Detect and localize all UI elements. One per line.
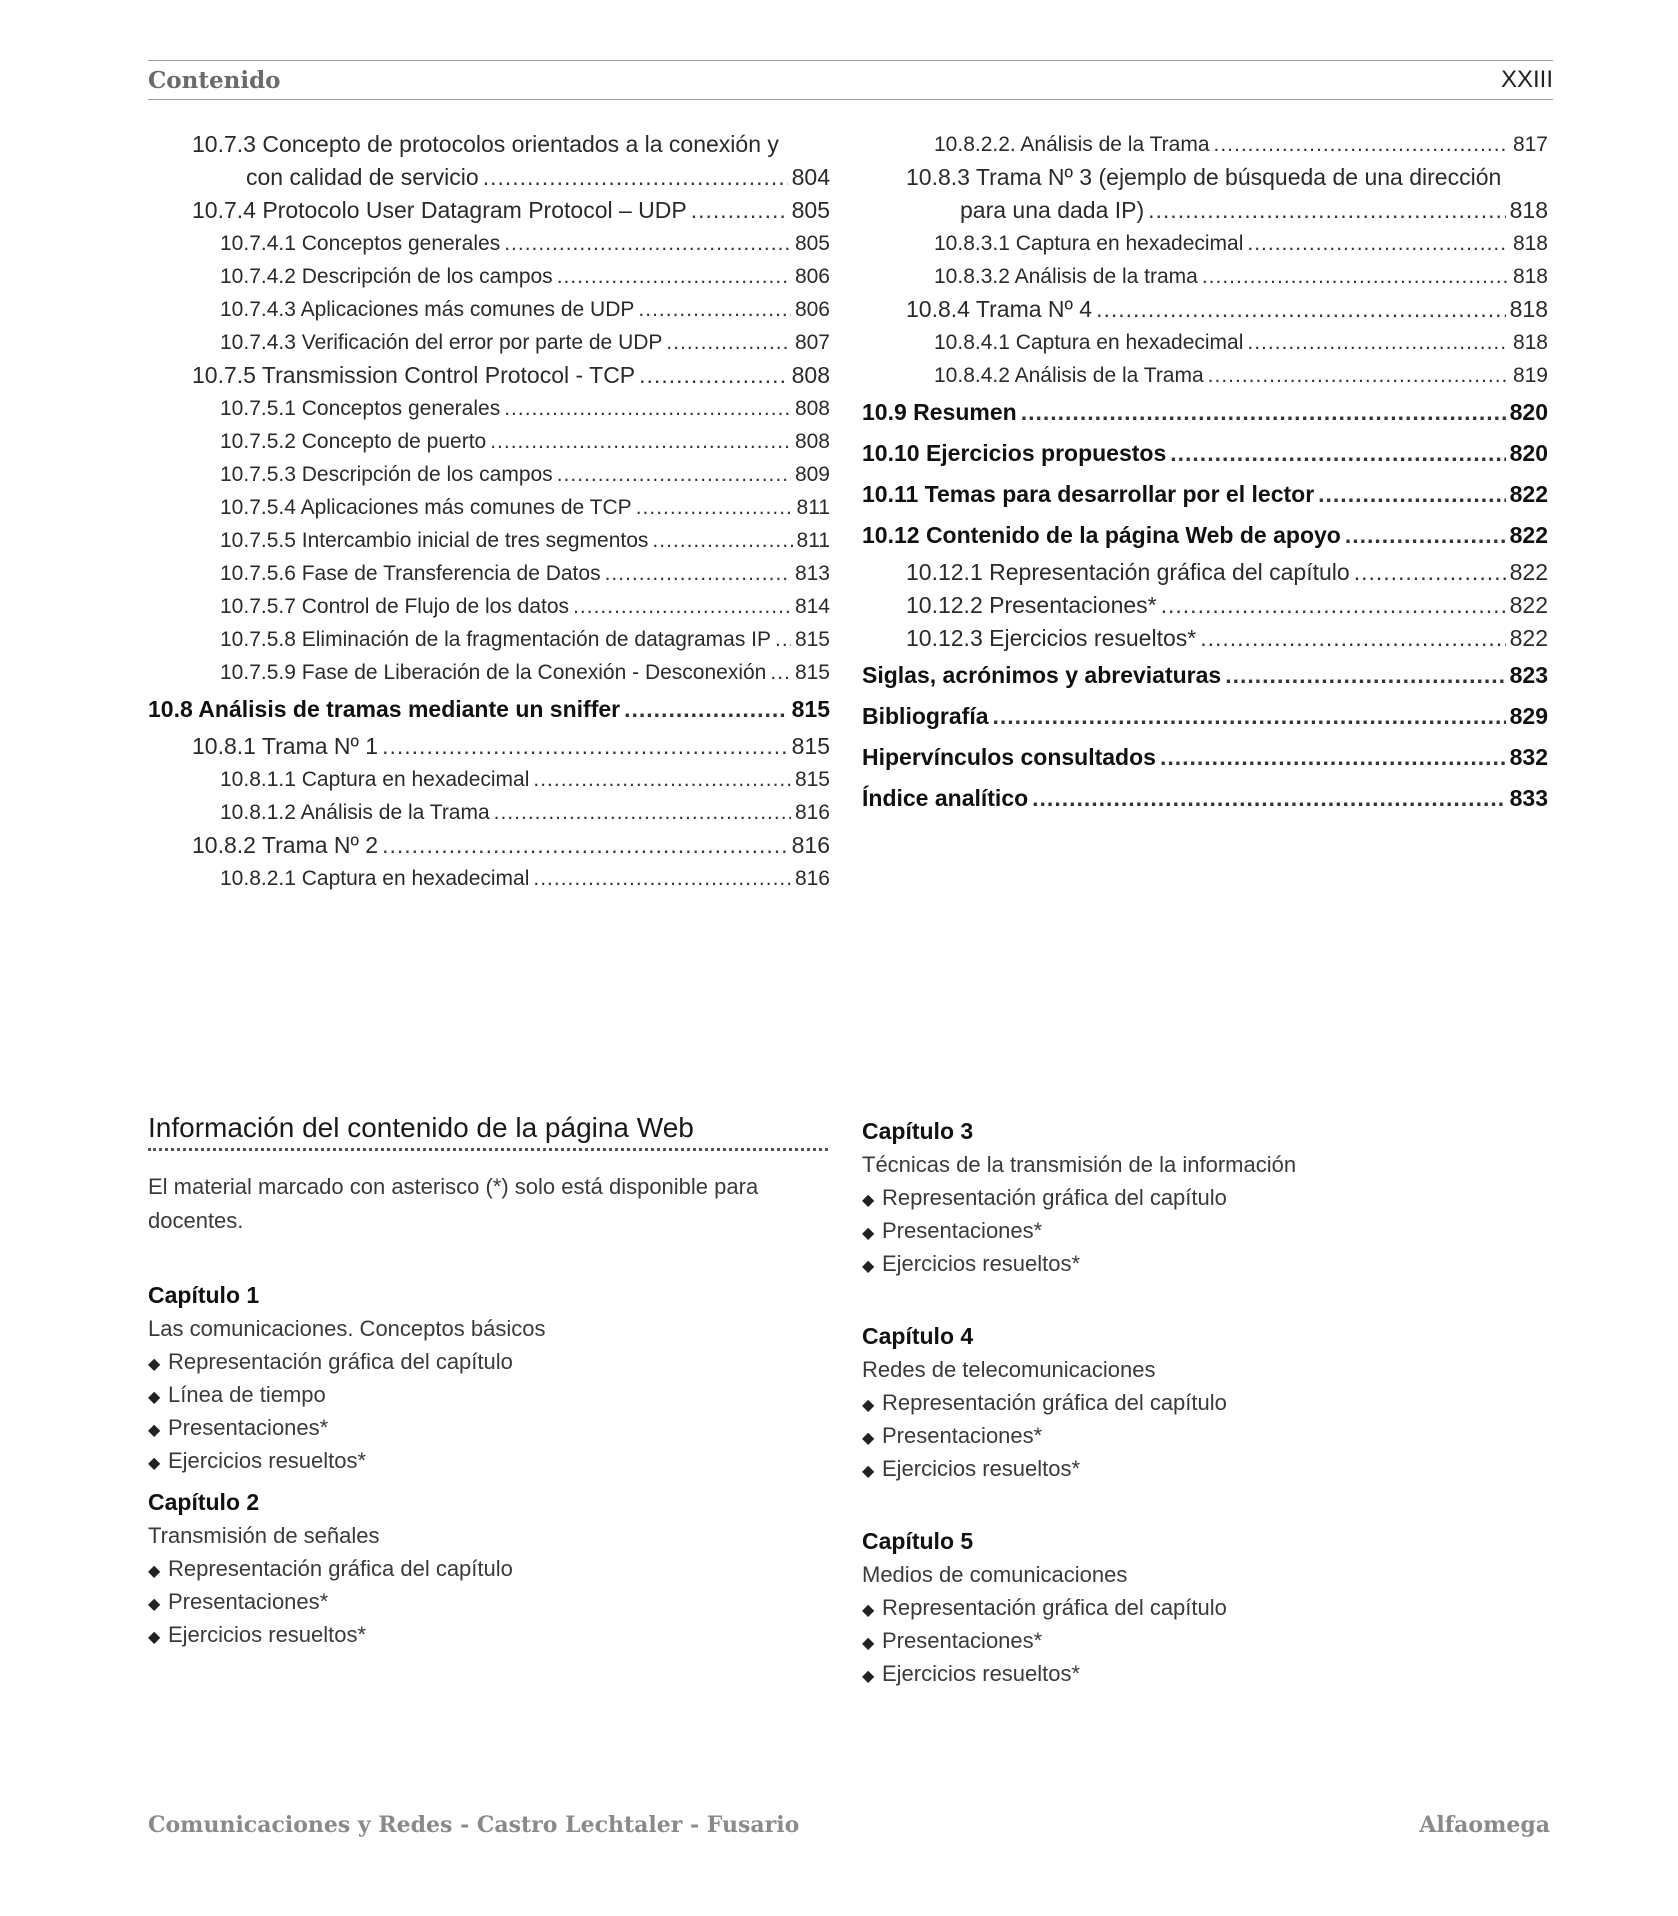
toc-entry-label: 10.9 Resumen	[862, 399, 1017, 425]
page-header	[148, 60, 1553, 100]
toc-entry-label: 10.7.4.3 Verificación del error por parte de UDP	[220, 331, 663, 354]
resource-label: Presentaciones*	[882, 1218, 1043, 1243]
toc-entry-label: 10.8.4.2 Análisis de la Trama	[934, 364, 1204, 387]
toc-entry-label: 10.7.5.3 Descripción de los campos	[220, 463, 553, 486]
toc-leader-dots	[382, 730, 788, 763]
resource-label: Ejercicios resueltos*	[882, 1661, 1081, 1686]
list-item	[148, 1411, 808, 1444]
toc-leader-dots	[638, 293, 791, 326]
toc-entry-page: 818	[1512, 331, 1548, 354]
chapter-block	[862, 1319, 1522, 1485]
toc-entry	[862, 392, 1548, 433]
toc-entry-label: 10.7.4.2 Descripción de los campos	[220, 265, 553, 288]
toc-entry	[862, 433, 1548, 474]
toc-entry	[148, 862, 830, 895]
toc-entry-page: 829	[1509, 703, 1548, 729]
toc-leader-dots	[1032, 778, 1505, 819]
toc-entry-page: 808	[791, 362, 830, 388]
toc-entry-label: 10.7.5.6 Fase de Transferencia de Datos	[220, 562, 601, 585]
toc-right-column	[862, 128, 1548, 819]
toc-entry-label: 10.7.5 Transmission Control Protocol - TCP	[192, 362, 636, 388]
resource-label: Presentaciones*	[882, 1423, 1043, 1448]
resource-label: Ejercicios resueltos*	[882, 1456, 1081, 1481]
toc-leader-dots	[1200, 622, 1505, 655]
toc-leader-dots	[1354, 556, 1506, 589]
toc-entry	[148, 623, 830, 656]
toc-entry-label: 10.8 Análisis de tramas mediante un sniffer	[148, 696, 621, 722]
toc-entry	[862, 161, 1548, 194]
chapter-block	[148, 1485, 808, 1651]
toc-entry	[862, 696, 1548, 737]
toc-entry-page: 822	[1509, 592, 1548, 618]
toc-leader-dots	[639, 359, 787, 392]
toc-entry	[862, 128, 1548, 161]
chapter-subtitle: Técnicas de la transmisión de la información	[862, 1152, 1297, 1177]
toc-entry	[148, 227, 830, 260]
toc-entry-label: 10.7.4.1 Conceptos generales	[220, 232, 501, 255]
list-item	[862, 1181, 1522, 1214]
list-item	[862, 1386, 1522, 1419]
chapter-resource-list	[862, 1386, 1522, 1485]
list-item	[148, 1585, 808, 1618]
toc-entry	[148, 524, 830, 557]
toc-leader-dots	[1247, 326, 1509, 359]
toc-entry-label: 10.8.3.1 Captura en hexadecimal	[934, 232, 1244, 255]
toc-entry	[862, 227, 1548, 260]
chapters-right-column	[862, 1114, 1522, 1729]
toc-entry-page: 822	[1509, 559, 1548, 585]
toc-entry	[148, 359, 830, 392]
toc-entry	[148, 689, 830, 730]
toc-entry-page: 814	[794, 595, 830, 618]
toc-entry-page: 832	[1509, 744, 1548, 770]
toc-entry	[148, 326, 830, 359]
toc-entry-label: 10.7.4.3 Aplicaciones más comunes de UDP	[220, 298, 635, 321]
toc-entry	[148, 829, 830, 862]
chapter-title: Capítulo 4	[862, 1323, 974, 1349]
toc-leader-dots	[1318, 474, 1505, 515]
toc-leader-dots	[1247, 227, 1509, 260]
toc-entry-page: 819	[1512, 364, 1548, 387]
toc-entry-label: 10.8.3 Trama Nº 3 (ejemplo de búsqueda de una dirección	[906, 164, 1502, 190]
toc-leader-dots	[490, 425, 791, 458]
toc-entry	[148, 260, 830, 293]
toc-entry-page: 808	[794, 430, 830, 453]
diamond-bullet-icon: ◆	[148, 1596, 161, 1613]
toc-entry	[862, 515, 1548, 556]
chapter-block	[862, 1524, 1522, 1690]
toc-entry-page: 815	[794, 628, 830, 651]
toc-entry-page: 823	[1509, 662, 1548, 688]
chapter-resource-list	[148, 1552, 808, 1651]
resource-label: Presentaciones*	[168, 1589, 329, 1614]
chapter-title: Capítulo 1	[148, 1282, 260, 1308]
toc-entry-page: 816	[794, 867, 830, 890]
toc-entry-label: 10.7.4 Protocolo User Datagram Protocol – UDP	[192, 197, 687, 223]
toc-entry-label: 10.12 Contenido de la página Web de apoyo	[862, 522, 1341, 548]
resource-label: Representación gráfica del capítulo	[882, 1185, 1227, 1210]
chapter-resource-list	[862, 1591, 1522, 1690]
toc-entry-label: 10.12.3 Ejercicios resueltos*	[906, 625, 1197, 651]
chapter-title: Capítulo 2	[148, 1489, 260, 1515]
toc-leader-dots	[573, 590, 791, 623]
toc-leader-dots	[1345, 515, 1506, 556]
toc-entry	[148, 763, 830, 796]
toc-entry	[862, 655, 1548, 696]
toc-entry-page: 817	[1512, 133, 1548, 156]
diamond-bullet-icon: ◆	[862, 1192, 875, 1209]
toc-leader-dots	[382, 829, 788, 862]
toc-entry-page: 818	[1509, 197, 1548, 223]
toc-entry	[862, 194, 1548, 227]
toc-entry-page: 807	[794, 331, 830, 354]
section-title: Contenido	[148, 66, 281, 94]
diamond-bullet-icon: ◆	[862, 1635, 875, 1652]
resource-label: Ejercicios resueltos*	[168, 1448, 367, 1473]
toc-entry-page: 833	[1509, 785, 1548, 811]
toc-entry-label: 10.12.1 Representación gráfica del capítulo	[906, 559, 1350, 585]
toc-entry-page: 815	[794, 661, 830, 684]
toc-entry	[148, 425, 830, 458]
toc-entry-label: para una dada IP)	[960, 197, 1145, 223]
toc-entry-label: Hipervínculos consultados	[862, 744, 1156, 770]
toc-entry-page: 816	[791, 832, 830, 858]
toc-entry-page: 811	[796, 496, 830, 519]
toc-entry	[148, 194, 830, 227]
toc-entry-page: 818	[1512, 265, 1548, 288]
toc-leader-dots	[605, 557, 791, 590]
toc-entry	[148, 491, 830, 524]
chapter-block	[148, 1278, 808, 1477]
chapter-title: Capítulo 3	[862, 1118, 974, 1144]
chapter-subtitle: Medios de comunicaciones	[862, 1562, 1128, 1587]
toc-entry-page: 808	[794, 397, 830, 420]
diamond-bullet-icon: ◆	[148, 1455, 161, 1472]
toc-leader-dots	[636, 491, 793, 524]
toc-entry	[148, 656, 830, 689]
toc-entry	[148, 730, 830, 763]
toc-entry-page: 811	[796, 529, 830, 552]
toc-entry-page: 822	[1509, 481, 1548, 507]
chapter-subtitle: Transmisión de señales	[148, 1523, 380, 1548]
toc-entry-label: 10.7.5.5 Intercambio inicial de tres segmentos	[220, 529, 649, 552]
toc-leader-dots	[1214, 128, 1509, 161]
diamond-bullet-icon: ◆	[862, 1668, 875, 1685]
toc-leader-dots	[1202, 260, 1509, 293]
toc-entry-page: 816	[794, 801, 830, 824]
toc-entry-label: 10.8.4.1 Captura en hexadecimal	[934, 331, 1244, 354]
toc-entry-page: 820	[1509, 440, 1548, 466]
toc-entry-page: 815	[791, 696, 830, 722]
toc-entry-label: 10.12.2 Presentaciones*	[906, 592, 1157, 618]
toc-entry	[862, 556, 1548, 589]
toc-entry	[148, 392, 830, 425]
chapter-subtitle: Redes de telecomunicaciones	[862, 1357, 1156, 1382]
toc-left-column	[148, 128, 830, 895]
toc-entry	[862, 293, 1548, 326]
toc-leader-dots	[1161, 589, 1506, 622]
diamond-bullet-icon: ◆	[148, 1356, 161, 1373]
toc-entry-label: 10.8.2 Trama Nº 2	[192, 832, 379, 858]
toc-entry-label: Índice analítico	[862, 785, 1029, 811]
list-item	[148, 1552, 808, 1585]
toc-leader-dots	[533, 862, 791, 895]
toc-leader-dots	[504, 227, 791, 260]
resource-label: Línea de tiempo	[168, 1382, 326, 1407]
toc-entry-label: 10.8.4 Trama Nº 4	[906, 296, 1093, 322]
toc-entry	[148, 590, 830, 623]
toc-entry	[862, 622, 1548, 655]
resource-label: Representación gráfica del capítulo	[882, 1595, 1227, 1620]
footer-book-title: Comunicaciones y Redes - Castro Lechtaler - Fusario	[148, 1812, 800, 1838]
list-item	[862, 1452, 1522, 1485]
toc-entry	[862, 326, 1548, 359]
chapter-subtitle: Las comunicaciones. Conceptos básicos	[148, 1316, 546, 1341]
toc-entry-label: Siglas, acrónimos y abreviaturas	[862, 662, 1222, 688]
toc-entry-label: 10.8.2.2. Análisis de la Trama	[934, 133, 1210, 156]
diamond-bullet-icon: ◆	[148, 1563, 161, 1580]
list-item	[148, 1378, 808, 1411]
toc-leader-dots	[1170, 433, 1505, 474]
toc-entry-label: 10.7.5.2 Concepto de puerto	[220, 430, 487, 453]
diamond-bullet-icon: ◆	[148, 1389, 161, 1406]
toc-entry-page: 820	[1509, 399, 1548, 425]
toc-leader-dots	[624, 689, 788, 730]
toc-entry	[862, 474, 1548, 515]
toc-entry-page: 818	[1509, 296, 1548, 322]
toc-entry	[862, 778, 1548, 819]
toc-entry-page: 806	[794, 265, 830, 288]
asterisk-note: El material marcado con asterisco (*) solo está disponible para docentes.	[148, 1174, 759, 1233]
toc-entry-label: Bibliografía	[862, 703, 989, 729]
toc-leader-dots	[557, 458, 791, 491]
chapter-resource-list	[148, 1345, 808, 1477]
toc-leader-dots	[1160, 737, 1506, 778]
toc-leader-dots	[504, 392, 791, 425]
toc-leader-dots	[691, 194, 788, 227]
toc-entry-page: 822	[1509, 522, 1548, 548]
diamond-bullet-icon: ◆	[148, 1629, 161, 1646]
toc-leader-dots	[494, 796, 791, 829]
toc-entry	[862, 260, 1548, 293]
toc-leader-dots	[775, 623, 791, 656]
toc-entry	[148, 293, 830, 326]
list-item	[862, 1247, 1522, 1280]
resource-label: Ejercicios resueltos*	[168, 1622, 367, 1647]
toc-leader-dots	[770, 656, 791, 689]
toc-leader-dots	[666, 326, 791, 359]
toc-entry-page: 813	[794, 562, 830, 585]
resource-label: Representación gráfica del capítulo	[168, 1556, 513, 1581]
toc-entry	[862, 737, 1548, 778]
toc-leader-dots	[1225, 655, 1505, 696]
list-item	[862, 1624, 1522, 1657]
page-number: XXIII	[1500, 66, 1553, 93]
toc-entry-label: 10.8.1.1 Captura en hexadecimal	[220, 768, 530, 791]
diamond-bullet-icon: ◆	[862, 1258, 875, 1275]
diamond-bullet-icon: ◆	[862, 1397, 875, 1414]
toc-entry-page: 815	[791, 733, 830, 759]
list-item	[148, 1444, 808, 1477]
toc-entry-page: 809	[794, 463, 830, 486]
list-item	[862, 1419, 1522, 1452]
resource-label: Presentaciones*	[168, 1415, 329, 1440]
toc-leader-dots	[483, 161, 788, 194]
toc-entry-page: 822	[1509, 625, 1548, 651]
chapter-title: Capítulo 5	[862, 1528, 974, 1554]
list-item	[148, 1345, 808, 1378]
footer-publisher: Alfaomega	[1419, 1812, 1550, 1838]
diamond-bullet-icon: ◆	[862, 1430, 875, 1447]
toc-leader-dots	[1148, 194, 1505, 227]
toc-entry	[148, 458, 830, 491]
diamond-bullet-icon: ◆	[862, 1602, 875, 1619]
chapter-resource-list	[862, 1181, 1522, 1280]
toc-entry-label: 10.10 Ejercicios propuestos	[862, 440, 1167, 466]
web-content-info-title: Información del contenido de la página Web	[148, 1112, 828, 1151]
toc-leader-dots	[1096, 293, 1506, 326]
toc-leader-dots	[533, 763, 791, 796]
diamond-bullet-icon: ◆	[862, 1463, 875, 1480]
toc-entry-page: 805	[791, 197, 830, 223]
toc-entry	[862, 359, 1548, 392]
resource-label: Ejercicios resueltos*	[882, 1251, 1081, 1276]
toc-entry-label: con calidad de servicio	[246, 164, 479, 190]
toc-leader-dots	[993, 696, 1506, 737]
list-item	[862, 1657, 1522, 1690]
toc-entry-label: 10.8.2.1 Captura en hexadecimal	[220, 867, 530, 890]
chapters-left-column	[148, 1278, 808, 1659]
toc-leader-dots	[1021, 392, 1506, 433]
toc-entry-label: 10.7.5.8 Eliminación de la fragmentación de datagramas IP	[220, 628, 771, 651]
toc-entry-label: 10.8.1.2 Análisis de la Trama	[220, 801, 490, 824]
resource-label: Presentaciones*	[882, 1628, 1043, 1653]
chapter-block	[862, 1114, 1522, 1280]
toc-leader-dots	[1208, 359, 1509, 392]
list-item	[862, 1591, 1522, 1624]
resource-label: Representación gráfica del capítulo	[882, 1390, 1227, 1415]
toc-leader-dots	[652, 524, 792, 557]
toc-entry-page: 804	[791, 164, 830, 190]
toc-entry-page: 818	[1512, 232, 1548, 255]
list-item	[148, 1618, 808, 1651]
toc-entry	[148, 161, 830, 194]
toc-entry-label: 10.7.5.4 Aplicaciones más comunes de TCP	[220, 496, 632, 519]
resource-label: Representación gráfica del capítulo	[168, 1349, 513, 1374]
toc-entry-label: 10.8.3.2 Análisis de la trama	[934, 265, 1198, 288]
toc-entry	[148, 796, 830, 829]
toc-entry	[148, 557, 830, 590]
toc-entry-label: 10.11 Temas para desarrollar por el lector	[862, 481, 1315, 507]
toc-entry-page: 806	[794, 298, 830, 321]
diamond-bullet-icon: ◆	[862, 1225, 875, 1242]
toc-entry	[148, 128, 830, 161]
toc-entry-label: 10.7.3 Concepto de protocolos orientados a la conexión y	[192, 131, 779, 157]
toc-entry	[862, 589, 1548, 622]
list-item	[862, 1214, 1522, 1247]
toc-entry-label: 10.8.1 Trama Nº 1	[192, 733, 379, 759]
toc-entry-label: 10.7.5.1 Conceptos generales	[220, 397, 501, 420]
diamond-bullet-icon: ◆	[148, 1422, 161, 1439]
toc-leader-dots	[557, 260, 791, 293]
toc-entry-label: 10.7.5.9 Fase de Liberación de la Conexión - Desconexión	[220, 661, 767, 684]
toc-entry-page: 815	[794, 768, 830, 791]
toc-entry-page: 805	[794, 232, 830, 255]
toc-entry-label: 10.7.5.7 Control de Flujo de los datos	[220, 595, 570, 618]
